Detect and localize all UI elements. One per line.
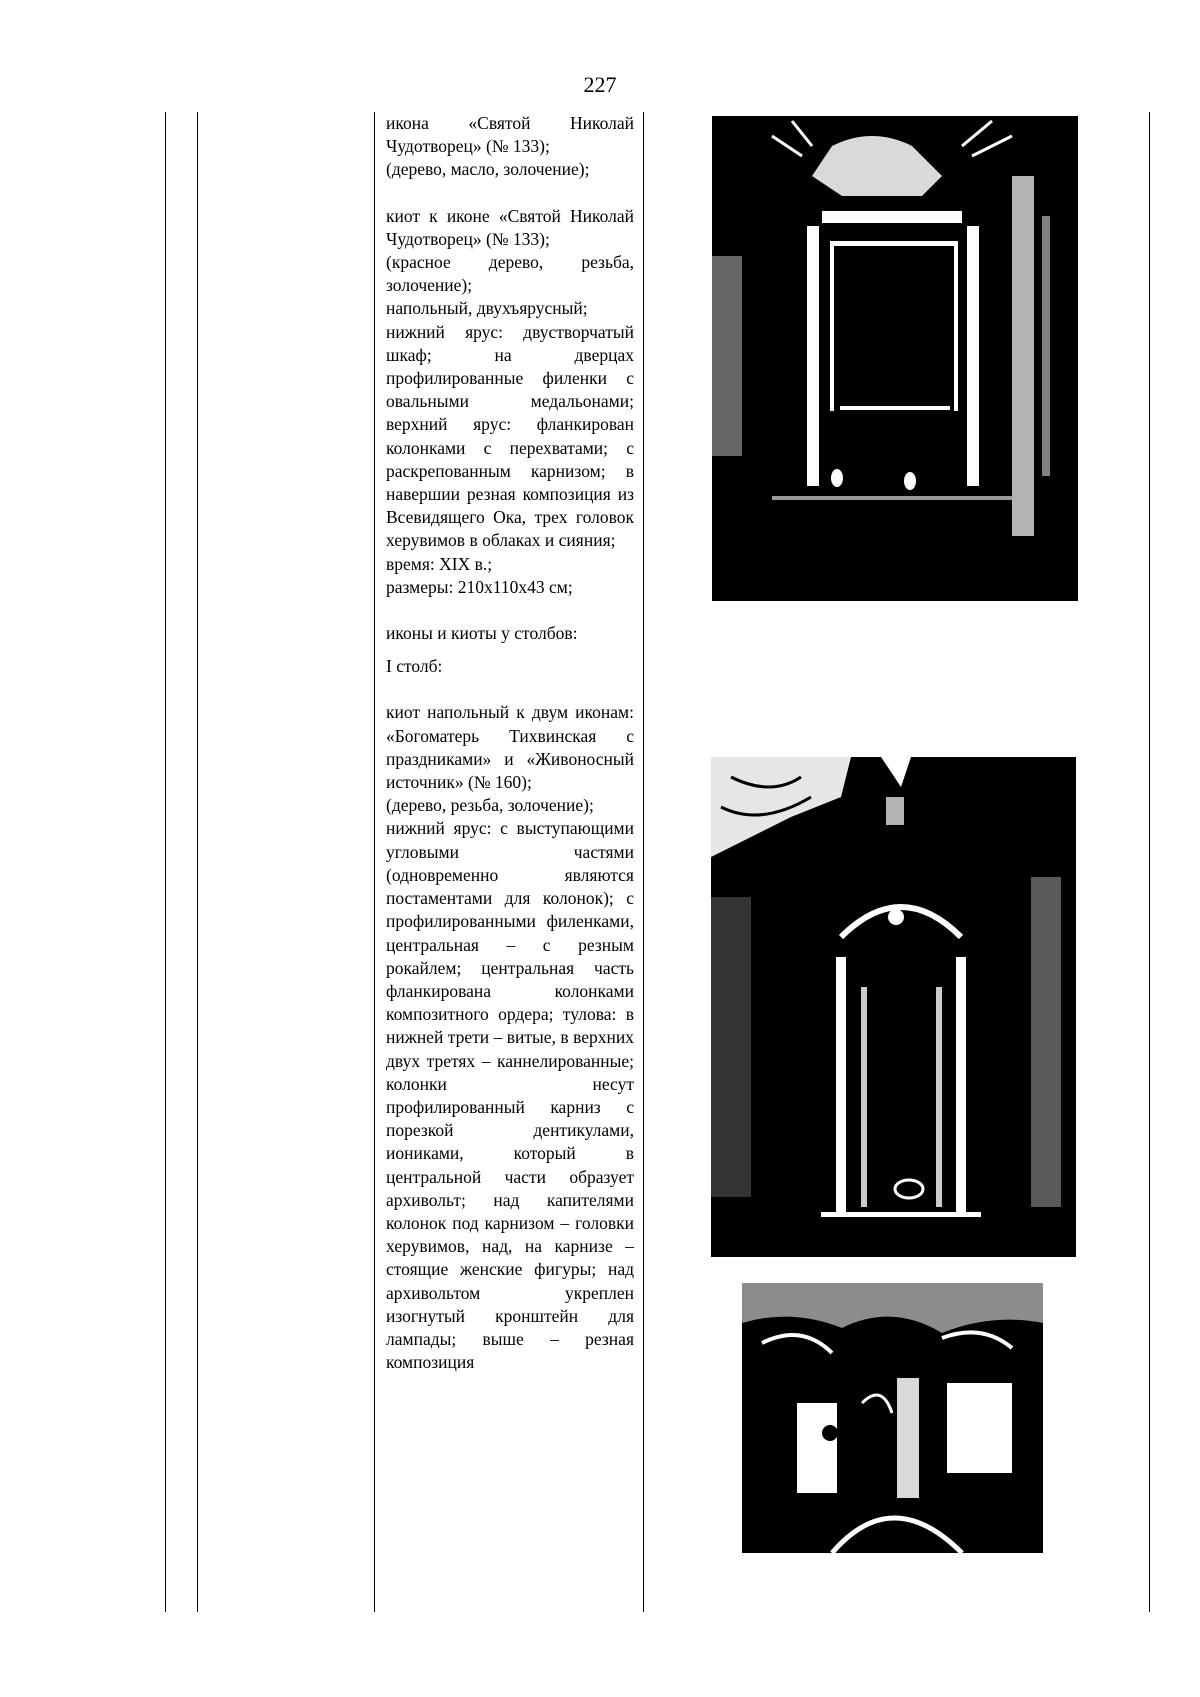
paragraph: (красное дерево, резьба, золочение); xyxy=(386,252,634,296)
paragraph: нижний ярус: с выступающими угловыми частями (одновременно являются постаментами для колонок); с профилированными филенками, центральная – с резным рокайлем; центральная часть фланкирована колонками композитного ордера; тулова: в нижней трети – витые, в верхних двух третях – каннелированные; колонки несут профилированный карниз с порезкой дентикулами, иониками, который в центральной части образует архивольт; над капителями колонок под карнизом – головки херувимов, над, на карнизе – стоящие женские фигуры; над архивольтом укреплен изогнутый кронштейн для лампады; выше – резная композиция xyxy=(386,818,634,1373)
table-border-left-outer xyxy=(165,112,166,1612)
table-border-text-right xyxy=(643,112,644,1612)
table-border-text-left xyxy=(374,112,375,1612)
paragraph: время: XIX в.; xyxy=(386,553,493,574)
table-border-left-inner xyxy=(197,112,198,1612)
paragraph: (дерево, резьба, золочение); xyxy=(386,795,594,816)
paragraph: напольный, двухъярусный; xyxy=(386,298,588,319)
paragraph: I столб: xyxy=(386,656,443,677)
kiot-photo-1 xyxy=(712,116,1078,601)
paragraph: нижний ярус: двустворчатый шкаф; на дверцах профилированные филенки с овальными медальонами; верхний ярус: фланкирован колонками с перехватами; с раскрепованным карнизом; в навершии резная композиция из Всевидящего Ока, трех головок херувимов в облаках и сияния; xyxy=(386,321,634,551)
description-column xyxy=(386,112,634,1374)
paragraph: (дерево, масло, золочение); xyxy=(386,159,590,180)
paragraph: икона «Святой Николай Чудотворец» (№ 133); xyxy=(386,113,634,157)
paragraph: киот к иконе «Святой Николай Чудотворец» (№ 133); xyxy=(386,205,634,249)
paragraph: киот напольный к двум иконам: «Богоматерь Тихвинская с праздниками» и «Живоносный источник» (№ 160); xyxy=(386,702,634,793)
kiot-photo-3 xyxy=(742,1283,1043,1553)
kiot-photo-2 xyxy=(711,757,1076,1257)
paragraph: размеры: 210х110х43 см; xyxy=(386,576,573,597)
table-border-right xyxy=(1149,112,1150,1612)
page-number: 227 xyxy=(583,72,617,97)
paragraph: иконы и киоты у столбов: xyxy=(386,623,578,644)
